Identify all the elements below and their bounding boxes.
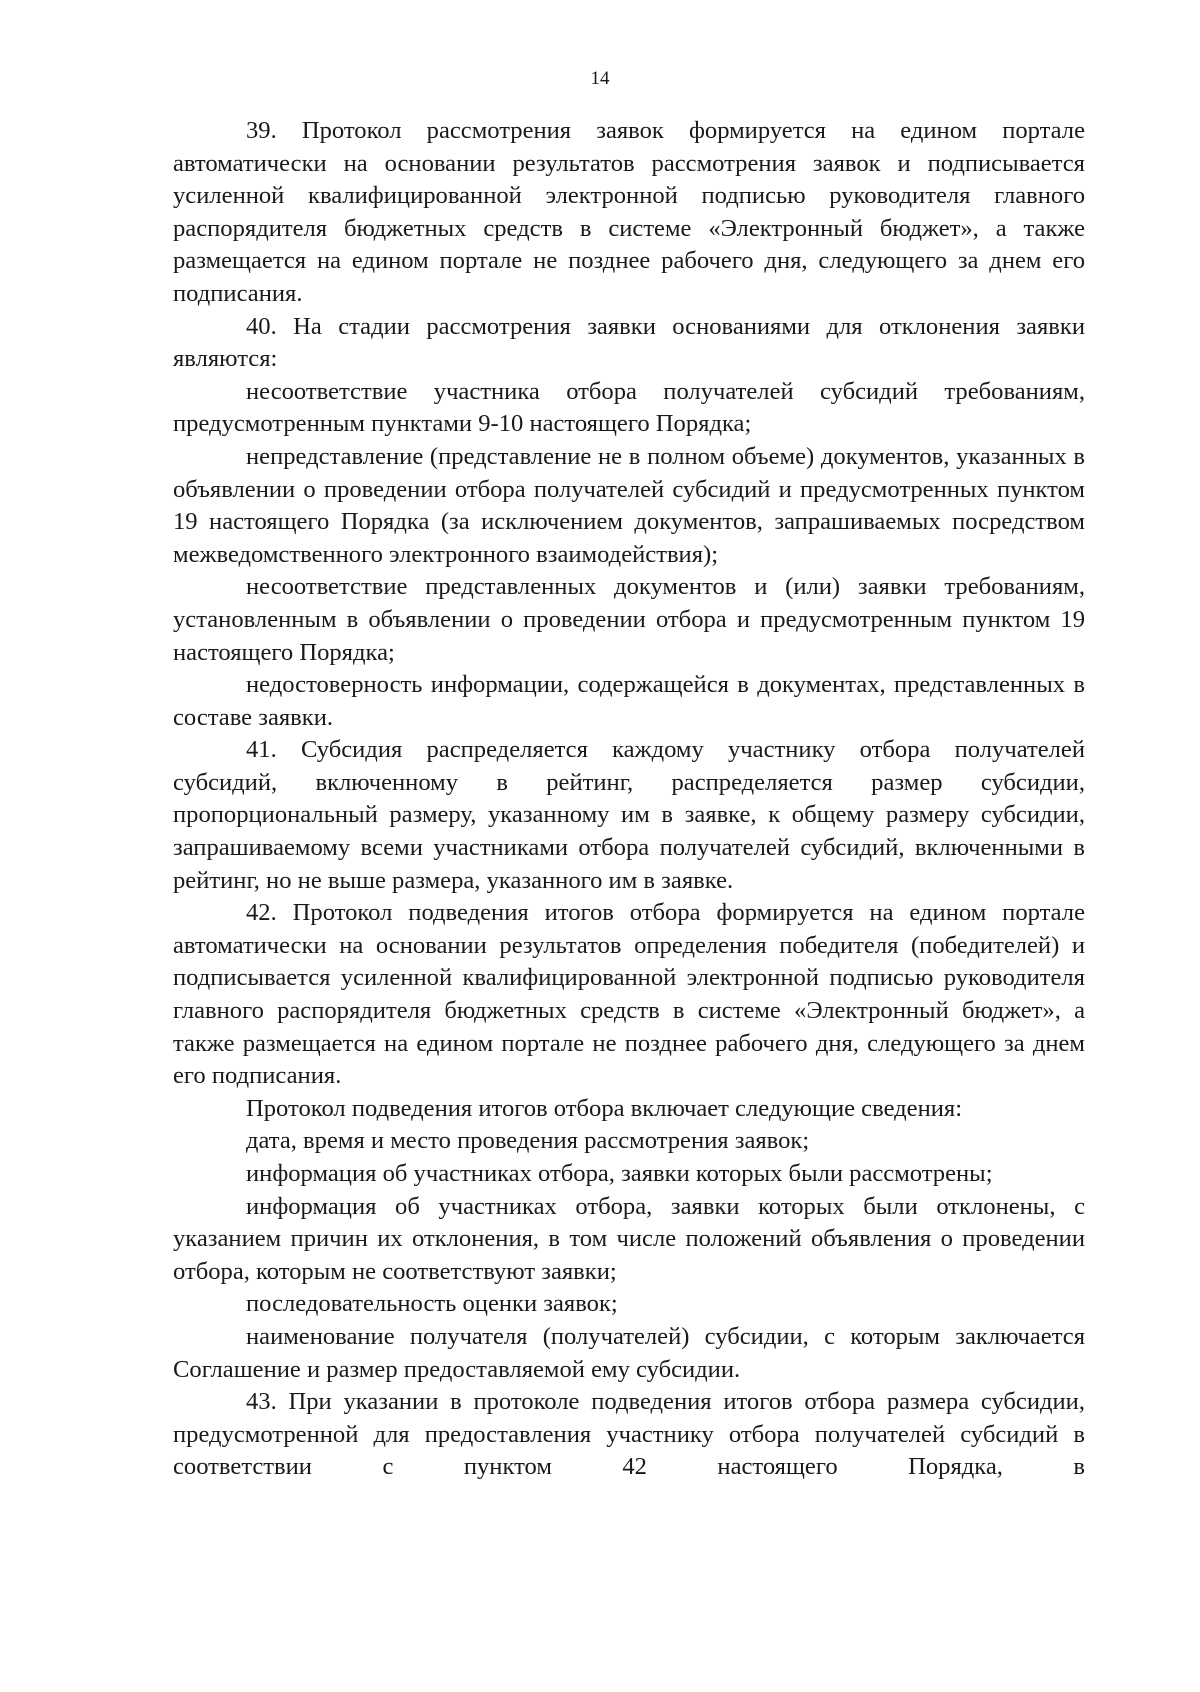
list-item-evaluation-order: последовательность оценки заявок; bbox=[246, 1290, 618, 1318]
paragraph-39: 39. Протокол рассмотрения заявок формируется на едином портале автоматически на основании результатов рассмотрения заявок и подписывается усиленной квалифицированной электронной подписью руководителя главного распорядителя бюджетных средств в системе «Электронный бюджет», а также размещается на едином портале не позднее рабочего дня, следующего за днем его подписания. bbox=[173, 117, 1085, 307]
list-item-date-time-place: дата, время и место проведения рассмотрения заявок; bbox=[246, 1127, 810, 1155]
list-item-reviewed-participants: информация об участниках отбора, заявки которых были рассмотрены; bbox=[246, 1160, 993, 1187]
paragraph-40: 40. На стадии рассмотрения заявки основаниями для отклонения заявки являются: bbox=[173, 312, 1085, 373]
paragraph-42: 42. Протокол подведения итогов отбора формируется на едином портале автоматически на основании результатов определения победителя (победителей) и подписывается усиленной квалифицированной электронной подписью руководителя главного распорядителя бюджетных средств в системе «Электронный бюджет», а также размещается на едином портале не позднее рабочего дня, следующего за днем его подписания. bbox=[173, 899, 1085, 1090]
list-item-noncompliance-participant: несоответствие участника отбора получателей субсидий требованиям, предусмотренным пунктами 9-10 настоящего Порядка; bbox=[173, 377, 1085, 438]
paragraph-41: 41. Субсидия распределяется каждому участнику отбора получателей субсидий, включенному в рейтинг, распределяется размер субсидии, пропорциональный размеру, указанному им в заявке, к общему размеру субсидии, запрашиваемому всеми участниками отбора получателей субсидий, включенными в рейтинг, но не выше размера, указанного им в заявке. bbox=[173, 736, 1085, 894]
paragraph-43: 43. При указании в протоколе подведения итогов отбора размера субсидии, предусмотренной для предоставления участнику отбора получателей субсидий в соответствии с пунктом 42 настоящего Порядка, в bbox=[173, 1388, 1085, 1481]
list-item-rejected-participants: информация об участниках отбора, заявки которых были отклонены, с указанием причин их отклонения, в том числе положений объявления о проведении отбора, которым не соответствуют заявки; bbox=[173, 1192, 1085, 1285]
page-number: 14 bbox=[590, 68, 610, 89]
list-item-unreliable-information: недостоверность информации, содержащейся в документах, представленных в составе заявки. bbox=[173, 671, 1085, 731]
list-item-noncompliance-documents: несоответствие представленных документов и (или) заявки требованиям, установленным в объявлении о проведении отбора и предусмотренным пунктом 19 настоящего Порядка; bbox=[173, 573, 1085, 666]
protocol-contents-intro: Протокол подведения итогов отбора включает следующие сведения: bbox=[246, 1094, 963, 1122]
list-item-nonsubmission-documents: непредставление (представление не в полном объеме) документов, указанных в объявлении о проведении отбора получателей субсидий и предусмотренных пунктом 19 настоящего Порядка (за исключением документов, запрашиваемых посредством межведомственного электронного взаимодействия); bbox=[173, 442, 1085, 568]
list-item-recipient-name: наименование получателя (получателей) субсидии, с которым заключается Соглашение и размер предоставляемой ему субсидии. bbox=[173, 1322, 1085, 1383]
document-body bbox=[173, 115, 1085, 1484]
